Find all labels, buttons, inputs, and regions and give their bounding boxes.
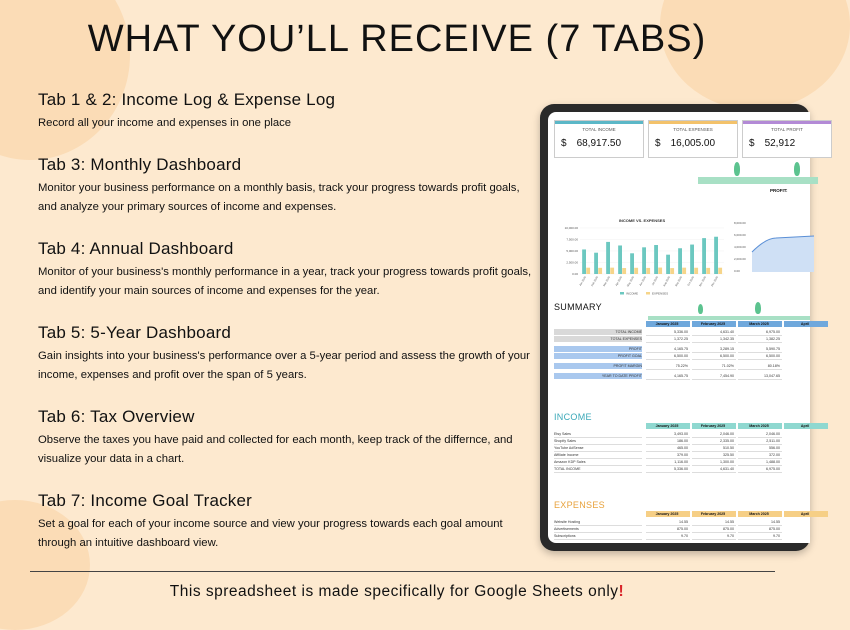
bar-expenses (646, 268, 650, 274)
month-header: April (784, 321, 828, 327)
table-row (554, 329, 814, 335)
month-header: January 2025 (646, 321, 690, 327)
cell-value: 6,500.00 (692, 353, 736, 360)
row-label: Advertisements (554, 526, 642, 533)
bar-expenses (610, 268, 614, 274)
row-label: TOTAL EXPENSES (554, 336, 642, 342)
x-tick-label: Nov 2025 (698, 276, 707, 288)
tab-section (38, 491, 538, 553)
tab-heading: Tab 4: Annual Dashboard (38, 239, 234, 258)
tree-icon (794, 162, 800, 176)
x-tick-label: Jun 2025 (638, 276, 647, 287)
month-header: April (784, 423, 828, 429)
bar-income (678, 248, 682, 274)
cell-value: 6,975.00 (738, 466, 782, 473)
exclamation-icon: ! (618, 583, 625, 600)
month-header: March 2025 (738, 321, 782, 327)
cell-value: 1,300.00 (692, 459, 736, 466)
x-tick-label: May 2025 (626, 276, 635, 288)
bar-expenses (718, 268, 722, 274)
summary-table (554, 321, 816, 411)
expenses-table (554, 511, 816, 543)
month-header: February 2025 (692, 423, 736, 429)
bar-expenses (682, 268, 686, 274)
bar-income (594, 253, 598, 274)
cell-value: 2,046.00 (692, 431, 736, 438)
table-row (554, 346, 814, 352)
row-label: Amazon KDP Sales (554, 459, 642, 466)
legend-expenses: EXPENSES (652, 291, 669, 296)
table-row (554, 452, 814, 458)
cell-value: 372.00 (738, 452, 782, 459)
kpi-value: $ 52,912 (749, 138, 796, 149)
cell-value: 80.18% (738, 363, 782, 370)
bar-income (702, 238, 706, 274)
table-header-row (554, 511, 814, 517)
tab-section (38, 323, 538, 385)
cell-value: 3,493.00 (646, 431, 690, 438)
bar-expenses (598, 268, 602, 274)
profit-label: PROFIT: (770, 188, 788, 193)
cell-value: 1,488.00 (738, 459, 782, 466)
cell-value: 186.00 (646, 438, 690, 445)
y-tick-label: 7,500.00 (566, 237, 578, 242)
y-tick-label: 2,500.00 (566, 260, 578, 265)
tab-section (38, 407, 538, 469)
profit-progress-bar (698, 177, 818, 184)
month-header: March 2025 (738, 423, 782, 429)
cell-value: 14.55 (738, 519, 782, 526)
row-label: Website Hosting (554, 519, 642, 526)
table-header-row (554, 321, 814, 327)
bar-expenses (622, 268, 626, 274)
cell-value: 379.00 (646, 452, 690, 459)
cell-value: 5,336.00 (646, 466, 690, 473)
profit-trend-chart (734, 216, 814, 296)
legend-swatch-income (620, 292, 624, 295)
cell-value: 510.50 (692, 445, 736, 452)
cell-value: 6,500.00 (646, 353, 690, 360)
month-header: January 2025 (646, 423, 690, 429)
svg-text:0.00: 0.00 (734, 269, 740, 273)
cell-value: 7,454.90 (692, 373, 736, 380)
table-row (554, 438, 814, 444)
cell-value: 4,631.40 (692, 329, 736, 336)
kpi-total-income (554, 120, 644, 158)
bar-income (618, 245, 622, 274)
tab-description: Monitor your business performance on a monthly basis, track your progress towards profit goals, and analyze your primary sources of income and expenses. (38, 182, 520, 213)
expenses-title: EXPENSES (554, 500, 605, 510)
cell-value: 14.55 (692, 519, 736, 526)
bar-expenses (694, 268, 698, 274)
tree-icon (755, 302, 761, 314)
cell-value: 6,975.00 (738, 329, 782, 336)
x-tick-label: Mar 2025 (602, 276, 611, 287)
x-tick-label: Dec 2025 (710, 276, 719, 288)
tab-description: Observe the taxes you have paid and collected for each month, keep track of the differnce, and visualize your data in a chart. (38, 434, 513, 465)
bar-income (690, 245, 694, 274)
y-tick-label: 5,000.00 (566, 249, 578, 253)
bar-expenses (670, 268, 674, 274)
footer-text: This spreadsheet is made specifically for Google Sheets only (169, 583, 619, 600)
tab-description: Record all your income and expenses in one place (38, 117, 292, 129)
svg-text:4,000.00: 4,000.00 (734, 245, 746, 249)
table-row (554, 445, 814, 451)
income-table (554, 423, 816, 493)
tab-section (38, 155, 538, 217)
cell-value: 14.55 (646, 519, 690, 526)
svg-text:2,000.00: 2,000.00 (734, 257, 746, 261)
bar-expenses (658, 268, 662, 274)
tab-section (38, 90, 538, 133)
cell-value: 465.00 (646, 445, 690, 452)
kpi-value: $ 68,917.50 (561, 138, 622, 149)
legend-swatch-expenses (646, 292, 650, 295)
tab-heading: Tab 7: Income Goal Tracker (38, 491, 253, 510)
row-label: Affiliate Income (554, 452, 642, 459)
cell-value: 9.70 (646, 533, 690, 540)
table-header-row (554, 423, 814, 429)
cell-value: 9.70 (738, 533, 782, 540)
row-label: Shopify Sales (554, 438, 642, 445)
cell-value: 13,047.65 (738, 373, 782, 380)
x-tick-label: Feb 2025 (590, 276, 599, 287)
table-row (554, 431, 814, 437)
bar-income (666, 255, 670, 274)
cell-value: 1,116.00 (646, 459, 690, 466)
bar-income (630, 253, 634, 274)
table-row (554, 466, 814, 472)
table-row (554, 336, 814, 342)
table-row (554, 363, 814, 369)
x-tick-label: Jan 2025 (578, 276, 587, 287)
cell-value: 2,335.00 (692, 438, 736, 445)
profit-progress-bar (648, 316, 810, 320)
cell-value: 71.02% (692, 363, 736, 370)
bar-expenses (634, 268, 638, 274)
y-tick-label: 0.00 (572, 272, 578, 276)
legend-income: INCOME (626, 291, 638, 296)
x-tick-label: Oct 2025 (687, 276, 695, 287)
tab-description: Monitor of your business's monthly performance in a year, track your progress towards profit goals, and identify your main sources of income and expenses for the year. (38, 266, 532, 297)
cell-value: 5,590.75 (738, 346, 782, 353)
x-tick-label: Sep 2025 (674, 276, 683, 288)
svg-text:6,000.00: 6,000.00 (734, 233, 746, 237)
tab-heading: Tab 1 & 2: Income Log & Expense Log (38, 90, 336, 109)
kpi-label: TOTAL PROFIT (771, 127, 803, 132)
cell-value: 556.00 (738, 445, 782, 452)
row-label: PROFIT MARGIN (554, 363, 642, 369)
tab-description: Set a goal for each of your income source and view your progress towards each goal amount through an intuitive dashboard view. (38, 518, 503, 549)
month-header: February 2025 (692, 511, 736, 517)
cell-value: 3,289.15 (692, 346, 736, 353)
row-label: TOTAL INCOME (554, 329, 642, 335)
kpi-total-expenses (648, 120, 738, 158)
cell-value: 1,382.25 (738, 336, 782, 343)
cell-value: 4,631.40 (692, 466, 736, 473)
cell-value: 875.00 (692, 526, 736, 533)
divider (30, 571, 775, 572)
cell-value: 5,336.00 (646, 329, 690, 336)
table-row (554, 533, 814, 539)
row-label: PROFIT GOAL (554, 353, 642, 359)
row-label: TOTAL INCOME (554, 466, 642, 473)
row-label: PROFIT (554, 346, 642, 352)
x-tick-label: Apr 2025 (615, 276, 623, 287)
bar-income (582, 249, 586, 274)
table-row (554, 353, 814, 359)
cell-value: 875.00 (738, 526, 782, 533)
kpi-label: TOTAL INCOME (582, 127, 616, 132)
cell-value: 1,342.35 (692, 336, 736, 343)
x-tick-label: Aug 2025 (662, 276, 671, 288)
row-label: YouTube AdSense (554, 445, 642, 452)
bar-income (714, 237, 718, 274)
tab-description: Gain insights into your business's performance over a 5-year period and assess the growth of your income, expenses and profit over the span of 5 years. (38, 350, 530, 381)
chart-title: INCOME VS. EXPENSES (618, 218, 666, 223)
summary-title: SUMMARY (554, 302, 602, 312)
income-vs-expenses-chart (558, 216, 726, 296)
income-title: INCOME (554, 412, 592, 422)
cell-value: 2,046.00 (738, 431, 782, 438)
spreadsheet-preview (548, 112, 810, 543)
month-header: March 2025 (738, 511, 782, 517)
tab-heading: Tab 6: Tax Overview (38, 407, 195, 426)
tree-icon (734, 162, 740, 176)
cell-value: 1,372.25 (646, 336, 690, 343)
row-label: Etsy Sales (554, 431, 642, 438)
bar-expenses (706, 268, 710, 274)
tablet-mockup (540, 104, 810, 551)
cell-value: 2,511.00 (738, 438, 782, 445)
cell-value: 875.00 (646, 526, 690, 533)
row-label: YEAR TO DATE PROFIT (554, 373, 642, 379)
kpi-total-profit (742, 120, 832, 158)
kpi-value: $ 16,005.00 (655, 138, 716, 149)
cell-value: 325.50 (692, 452, 736, 459)
table-row (554, 526, 814, 532)
cell-value: 9.70 (692, 533, 736, 540)
page-title: WHAT YOU’LL RECEIVE (7 TABS) (87, 18, 707, 60)
svg-text:8,000.00: 8,000.00 (734, 221, 746, 225)
bar-expenses (586, 268, 590, 274)
kpi-label: TOTAL EXPENSES (673, 127, 713, 132)
month-header: April (784, 511, 828, 517)
bar-income (642, 247, 646, 274)
month-header: January 2025 (646, 511, 690, 517)
bar-income (606, 242, 610, 274)
month-header: February 2025 (692, 321, 736, 327)
bar-income (654, 245, 658, 274)
x-tick-label: Jul 2025 (651, 276, 659, 286)
cell-value: 75.22% (646, 363, 690, 370)
table-row (554, 373, 814, 379)
tab-heading: Tab 3: Monthly Dashboard (38, 155, 242, 174)
footer-note (0, 583, 794, 601)
cell-value: 6,500.00 (738, 353, 782, 360)
tab-section (38, 239, 538, 301)
y-tick-label: 10,000.00 (564, 226, 578, 230)
cell-value: 4,165.75 (646, 373, 690, 380)
tree-icon (698, 304, 703, 314)
tab-heading: Tab 5: 5-Year Dashboard (38, 323, 231, 342)
table-row (554, 519, 814, 525)
table-row (554, 459, 814, 465)
row-label: Subscriptions (554, 533, 642, 540)
cell-value: 4,165.75 (646, 346, 690, 353)
